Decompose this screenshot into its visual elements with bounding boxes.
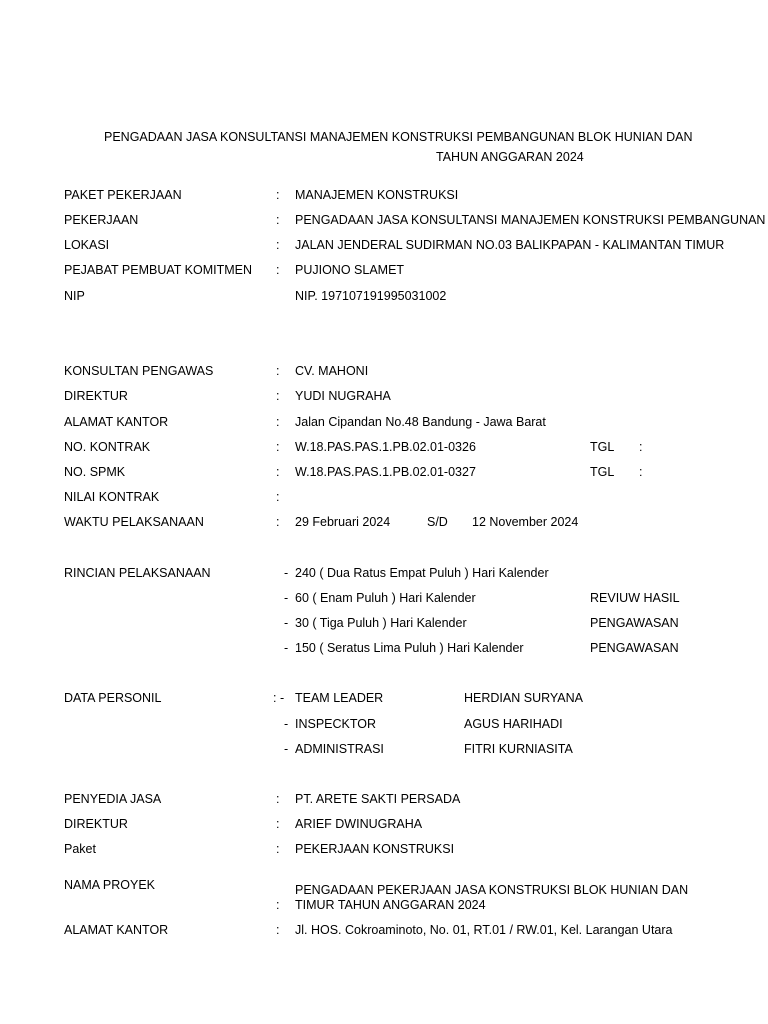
no-spmk-value: W.18.PAS.PAS.1.PB.02.01-0327 (295, 465, 476, 479)
penyedia-paket-value: PEKERJAAN KONSTRUKSI (295, 842, 455, 856)
colon: : (276, 213, 280, 227)
colon: : (276, 389, 280, 403)
dash: - (284, 566, 289, 580)
dash: - (284, 742, 289, 756)
nama-proyek-line-1: PENGADAAN PEKERJAAN JASA KONSTRUKSI BLOK HUNIAN DAN (295, 883, 689, 897)
ppk-label: PEJABAT PEMBUAT KOMITMEN (64, 263, 252, 277)
rincian-item-note: PENGAWASAN (590, 616, 679, 630)
tgl-label: TGL (590, 465, 615, 479)
nip-value: NIP. 197107191995031002 (295, 289, 447, 303)
direktur-value: YUDI NUGRAHA (295, 389, 391, 403)
personil-name: FITRI KURNIASITA (464, 742, 573, 756)
colon: : (276, 842, 280, 856)
colon: : (276, 415, 280, 429)
colon: : (639, 465, 643, 479)
lokasi-label: LOKASI (64, 238, 110, 252)
pekerjaan-label: PEKERJAAN (64, 213, 139, 227)
penyedia-paket-label: Paket (64, 842, 96, 856)
colon: : (276, 440, 280, 454)
colon: : (276, 188, 280, 202)
dash: - (284, 591, 289, 605)
no-spmk-label: NO. SPMK (64, 465, 126, 479)
colon: : (276, 263, 280, 277)
personil-role: INSPECKTOR (295, 717, 377, 731)
waktu-pelaksanaan-label: WAKTU PELAKSANAAN (64, 515, 204, 529)
dash: - (284, 717, 289, 731)
direktur-label: DIREKTUR (64, 389, 128, 403)
nilai-kontrak-label: NILAI KONTRAK (64, 490, 160, 504)
penyedia-alamat-label: ALAMAT KANTOR (64, 923, 169, 937)
paket-pekerjaan-label: PAKET PEKERJAAN (64, 188, 182, 202)
colon: : (276, 923, 280, 937)
rincian-item: 60 ( Enam Puluh ) Hari Kalender (295, 591, 476, 605)
rincian-item-note: REVIUW HASIL (590, 591, 680, 605)
penyedia-direktur-value: ARIEF DWINUGRAHA (295, 817, 423, 831)
tgl-label: TGL (590, 440, 615, 454)
nama-proyek-label: NAMA PROYEK (64, 878, 155, 892)
personil-role: TEAM LEADER (295, 691, 384, 705)
colon: : (639, 440, 643, 454)
penyedia-alamat-value: Jl. HOS. Cokroaminoto, No. 01, RT.01 / RW.01, Kel. Larangan Utara (295, 923, 673, 937)
personil-role: ADMINISTRASI (295, 742, 384, 756)
no-kontrak-value: W.18.PAS.PAS.1.PB.02.01-0326 (295, 440, 476, 454)
colon: : (276, 515, 280, 529)
nama-proyek-line-2: TIMUR TAHUN ANGGARAN 2024 (295, 898, 486, 912)
data-personil-label: DATA PERSONIL (64, 691, 162, 705)
colon: : (276, 898, 280, 912)
colon-dash: : - (273, 691, 285, 705)
waktu-sd: S/D (427, 515, 448, 529)
penyedia-jasa-value: PT. ARETE SAKTI PERSADA (295, 792, 461, 806)
pekerjaan-value: PENGADAAN JASA KONSULTANSI MANAJEMEN KONSTRUKSI PEMBANGUNAN (295, 213, 766, 227)
penyedia-jasa-label: PENYEDIA JASA (64, 792, 162, 806)
penyedia-direktur-label: DIREKTUR (64, 817, 128, 831)
paket-pekerjaan-value: MANAJEMEN KONSTRUKSI (295, 188, 459, 202)
rincian-item: 240 ( Dua Ratus Empat Puluh ) Hari Kalender (295, 566, 549, 580)
colon: : (276, 238, 280, 252)
colon: : (276, 817, 280, 831)
alamat-kantor-label: ALAMAT KANTOR (64, 415, 169, 429)
colon: : (276, 364, 280, 378)
ppk-value: PUJIONO SLAMET (295, 263, 405, 277)
lokasi-value: JALAN JENDERAL SUDIRMAN NO.03 BALIKPAPAN - KALIMANTAN TIMUR (295, 238, 725, 252)
dash: - (284, 616, 289, 630)
rincian-item: 150 ( Seratus Lima Puluh ) Hari Kalender (295, 641, 524, 655)
waktu-end: 12 November 2024 (472, 515, 579, 529)
konsultan-pengawas-label: KONSULTAN PENGAWAS (64, 364, 214, 378)
rincian-item: 30 ( Tiga Puluh ) Hari Kalender (295, 616, 467, 630)
personil-name: AGUS HARIHADI (464, 717, 563, 731)
personil-name: HERDIAN SURYANA (464, 691, 584, 705)
rincian-pelaksanaan-label: RINCIAN PELAKSANAAN (64, 566, 211, 580)
colon: : (276, 792, 280, 806)
waktu-start: 29 Februari 2024 (295, 515, 391, 529)
document-title-line-2: TAHUN ANGGARAN 2024 (436, 150, 584, 164)
colon: : (276, 490, 280, 504)
no-kontrak-label: NO. KONTRAK (64, 440, 151, 454)
alamat-kantor-value: Jalan Cipandan No.48 Bandung - Jawa Barat (295, 415, 546, 429)
konsultan-pengawas-value: CV. MAHONI (295, 364, 369, 378)
document-title-line-1: PENGADAAN JASA KONSULTANSI MANAJEMEN KONSTRUKSI PEMBANGUNAN BLOK HUNIAN DAN (104, 130, 693, 144)
nip-label: NIP (64, 289, 85, 303)
colon: : (276, 465, 280, 479)
rincian-item-note: PENGAWASAN (590, 641, 679, 655)
dash: - (284, 641, 289, 655)
